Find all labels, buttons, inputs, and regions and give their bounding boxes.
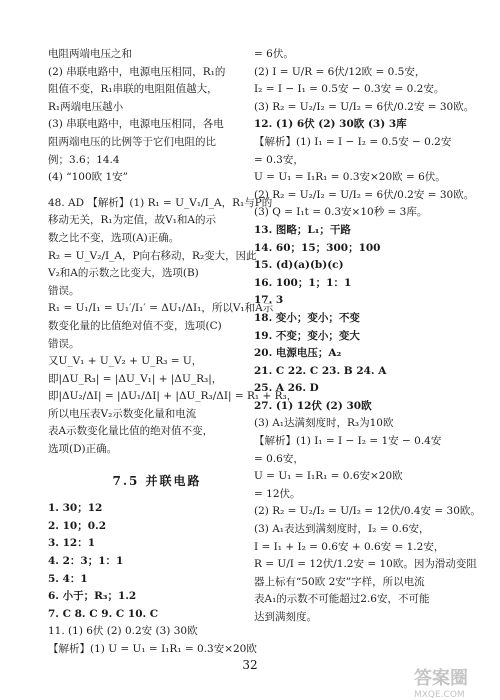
answer-line: 1. 30；12 <box>48 502 103 515</box>
text-line: 移动无关，R₁为定值，故V₁和A的示 <box>48 214 216 227</box>
answer-line: 21. C 22. C 23. B 24. A <box>254 364 387 377</box>
text-line: 阻值不变，R₁串联的电阻阻值越大， <box>48 83 218 96</box>
answer-line: 6. 小于；R₃；1.2 <box>48 590 137 603</box>
question-27: 27. (1) 12伏 (2) 30欧 <box>254 399 372 412</box>
text-line: 表A示数变化量比值的绝对值不变， <box>48 425 214 438</box>
answer-line: 【解析】(1) U = U₁ = I₁R₁ = 0.3安×20欧 <box>48 643 257 655</box>
question-12: 12. (1) 6伏 (2) 30欧 (3) 3库 <box>254 118 407 131</box>
text-line: 即|ΔU₂/ΔI| = |ΔU₁/ΔI| + |ΔU_R₃/ΔI| = R₁ + R₃， <box>48 390 298 403</box>
text-line: = 12伏。 <box>254 487 301 500</box>
text-line: I₂ = I − I₁ = 0.5安 − 0.3安 = 0.2安。 <box>254 83 445 96</box>
text-line: = 6伏。 <box>254 48 294 60</box>
text-line: (2) 串联电路中，电源电压相同，R₁的 <box>48 65 226 78</box>
watermark-main: 答案圈 <box>414 668 468 689</box>
text-line: 即|ΔU_R₃| = |ΔU_V₁| + |ΔU_R₃|， <box>48 372 223 385</box>
text-line: (3) Q = I₁t = 0.3安×10秒 = 3库。 <box>254 206 428 219</box>
text-line: (2) I = U/R = 6伏/12欧 = 0.5安， <box>254 65 426 78</box>
page-number: 32 <box>242 658 258 672</box>
watermark-logo <box>414 664 496 700</box>
text-line: 又U_V₁ + U_V₂ + U_R₃ = U， <box>48 355 203 368</box>
text-line: R = U/I = 12伏/1.2安 = 10欧。因为滑动变阻 <box>254 558 477 571</box>
text-line: 器上标有“50欧 2安”字样，所以电流 <box>254 575 425 588</box>
text-line: 【解析】(1) I₁ = I − I₂ = 1安 − 0.4安 <box>254 435 442 448</box>
text-line: 电阻两端电压之和 <box>48 48 132 60</box>
text-line: = 0.6安， <box>254 452 304 465</box>
right-column <box>254 46 482 627</box>
answer-line: 3. 12：1 <box>48 537 96 550</box>
text-line: (3) 串联电路中，电源电压相同，各电 <box>48 118 224 131</box>
answer-line: 5. 4：1 <box>48 572 88 585</box>
text-line: 错误。 <box>48 337 80 350</box>
answer-line: 17. 3 <box>254 294 284 307</box>
text-line: 数变化量的比值绝对值不变，选项(C) <box>48 319 222 332</box>
text-line: 错误。 <box>48 284 80 297</box>
text-line: I = I₁ + I₂ = 0.6安 + 0.6安 = 1.2安， <box>254 540 445 553</box>
text-line: R₂ = U_V₂/I_A，P向右移动，R₂变大，因此 <box>48 249 257 262</box>
question-48: 48. AD 【解析】(1) R₁ = U_V₁/I_A，R₁与P的 <box>48 196 273 209</box>
text-line: 选项(D)正确。 <box>48 443 118 456</box>
text-line: 例；3.6；14.4 <box>48 153 120 166</box>
answer-line: 19. 不变；变小；变大 <box>254 329 360 342</box>
answer-line: 14. 60；15；300；100 <box>254 241 381 254</box>
text-line: = 0.3安， <box>254 153 304 166</box>
text-line: (2) R₂ = U₂/I₂ = U/I₂ = 12伏/0.4安 = 30欧。 <box>254 505 481 518</box>
text-line: R₁ = U₁/I₁ = U₁′/I₁′ = ΔU₁/ΔI₁，所以V₁和A示 <box>48 302 274 315</box>
text-line: 所以电压表V₂示数变化量和电流 <box>48 407 197 420</box>
text-line: U = U₁ = I₁R₁ = 0.6安×20欧 <box>254 470 403 483</box>
answer-line: 18. 变小；变小；不变 <box>254 311 360 324</box>
text-line: (2) R₂ = U₂/I₂ = U/I₂ = 6伏/0.2安 = 30欧。 <box>254 188 475 201</box>
text-line: 达到满刻度。 <box>254 611 317 623</box>
text-line: 表A₁的示数不可能超过2.6安，不可能 <box>254 593 430 606</box>
text-line: 数之比不变，选项(A)正确。 <box>48 231 180 244</box>
text-line: (3) R₂ = U₂/I₂ = U/I₂ = 6伏/0.2安 = 30欧。 <box>254 100 475 113</box>
answer-line: 15. (d)(a)(b)(c) <box>254 259 344 272</box>
text-line: V₂和A的示数之比变大，选项(B) <box>48 267 199 280</box>
answer-line: 11. (1) 6伏 (2) 0.2安 (3) 30欧 <box>48 625 198 638</box>
answer-line: 2. 10；0.2 <box>48 519 106 532</box>
answer-line: 20. 电源电压；A₂ <box>254 347 342 360</box>
answer-line: 13. 图略；L₁；干路 <box>254 223 351 236</box>
watermark-sub: MXQE.COM <box>414 690 465 700</box>
text-line: U = U₁ = I₁R₁ = 0.3安×20欧 = 6伏。 <box>254 171 446 184</box>
answer-line: 7. C 8. C 9. C 10. C <box>48 607 159 620</box>
section-title: 7.5 并联电路 <box>112 473 202 488</box>
answer-line: 4. 2：3；1：1 <box>48 555 124 568</box>
text-line: (3) A₁表达到满刻度时，I₂ = 0.6安， <box>254 523 430 536</box>
text-line: 【解析】(1) I₁ = I − I₂ = 0.5安 − 0.2安 <box>254 135 452 148</box>
text-line: R₁两端电压越小 <box>48 100 124 113</box>
answer-line: 16. 100；1；1：1 <box>254 276 352 289</box>
text-line: (3) A₁达满刻度时，R₃为10欧 <box>254 417 394 430</box>
answer-line: 25. A 26. D <box>254 382 319 395</box>
text-line: (4) “100欧 1安” <box>48 171 129 184</box>
text-line: 阻两端电压的比例等于它们电阻的比 <box>48 135 216 148</box>
